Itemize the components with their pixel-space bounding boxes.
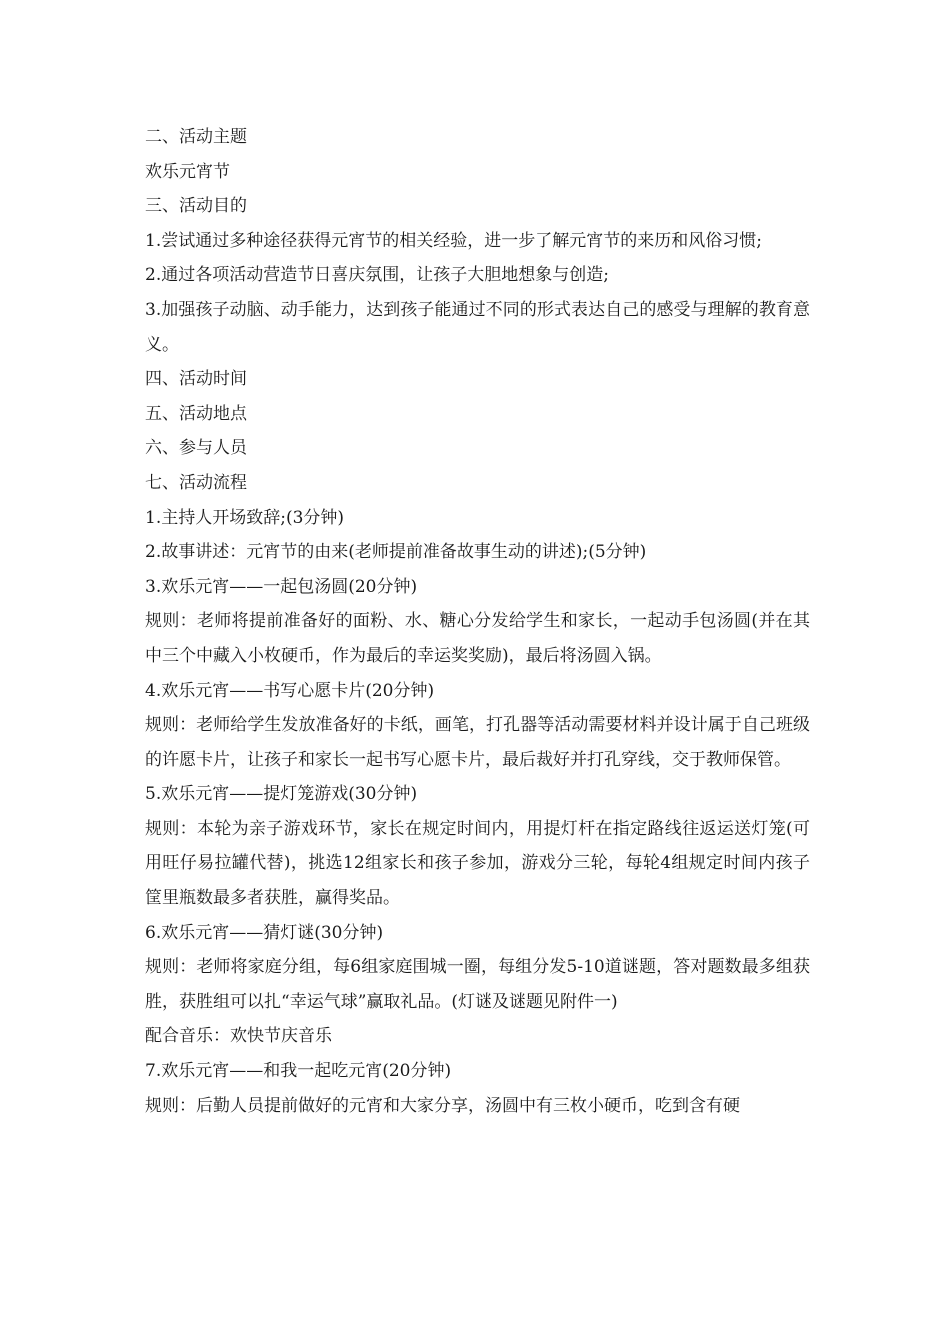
purpose-item-2: 2.通过各项活动营造节日喜庆氛围，让孩子大胆地想象与创造; [145,265,609,286]
process-step-5: 5.欢乐元宵——提灯笼游戏(30分钟) [145,784,418,805]
process-step-7: 7.欢乐元宵——和我一起吃元宵(20分钟) [145,1061,452,1082]
process-step-4-rules: 规则：老师给学生发放准备好的卡纸，画笔，打孔器等活动需要材料并设计属于自己班级的许愿卡片，让孩子和家长一起书写心愿卡片，最后裁好并打孔穿线，交于教师保管。 [145,715,810,770]
process-step-6-rules: 规则：老师将家庭分组，每6组家庭围城一圈，每组分发5-10道谜题，答对题数最多组获胜，获胜组可以扎“幸运气球”赢取礼品。(灯谜及谜题见附件一) [145,957,810,1012]
section-heading-participants: 六、参与人员 [145,438,247,459]
process-step-5-rules: 规则：本轮为亲子游戏环节，家长在规定时间内，用提灯杆在指定路线往返运送灯笼(可用旺仔易拉罐代替)，挑选12组家长和孩子参加，游戏分三轮，每轮4组规定时间内孩子筐里瓶数最多者获胜，赢得奖品。 [145,818,810,909]
section-heading-location: 五、活动地点 [145,403,247,424]
process-step-6-music: 配合音乐：欢快节庆音乐 [145,1026,332,1047]
process-step-3-rules: 规则：老师将提前准备好的面粉、水、糖心分发给学生和家长，一起动手包汤圆(并在其中三个中藏入小枚硬币，作为最后的幸运奖奖励)，最后将汤圆入锅。 [145,611,810,666]
process-step-6: 6.欢乐元宵——猜灯谜(30分钟) [145,922,384,943]
process-step-3: 3.欢乐元宵——一起包汤圆(20分钟) [145,576,418,597]
purpose-item-1: 1.尝试通过多种途径获得元宵节的相关经验，进一步了解元宵节的来历和风俗习惯; [145,230,762,251]
process-step-7-rules: 规则：后勤人员提前做好的元宵和大家分享，汤圆中有三枚小硬币，吃到含有硬 [145,1095,740,1116]
section-heading-theme: 二、活动主题 [145,127,247,147]
process-step-4: 4.欢乐元宵——书写心愿卡片(20分钟) [145,680,435,701]
section-heading-process: 七、活动流程 [145,472,247,493]
purpose-item-3: 3.加强孩子动脑、动手能力，达到孩子能通过不同的形式表达自己的感受与理解的教育意义。 [145,299,810,355]
document-body [145,120,810,1123]
process-step-1: 1.主持人开场致辞;(3分钟) [145,507,345,528]
process-step-2: 2.故事讲述：元宵节的由来(老师提前准备故事生动的讲述);(5分钟) [145,542,647,563]
theme-text: 欢乐元宵节 [145,161,230,182]
section-heading-time: 四、活动时间 [145,369,247,390]
section-heading-purpose: 三、活动目的 [145,196,247,217]
